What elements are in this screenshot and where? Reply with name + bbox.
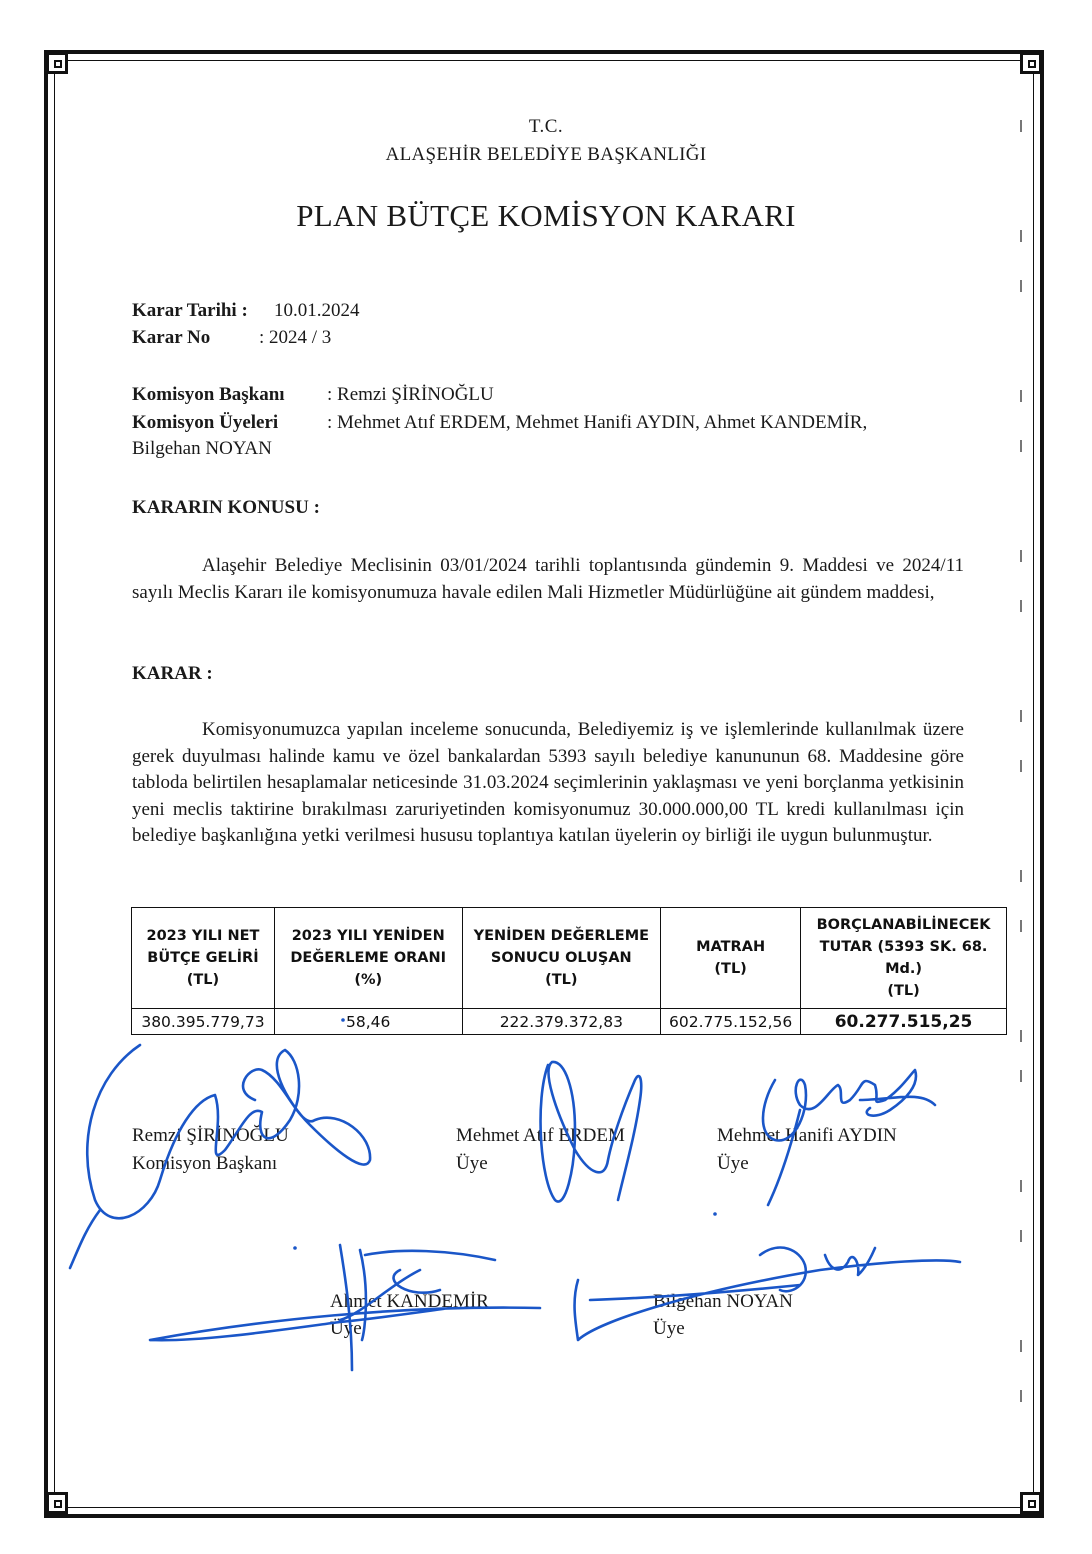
header-tc: T.C. [528,116,564,137]
signer-role: Üye [456,1153,488,1174]
commission-chair-value: : Remzi ŞİRİNOĞLU [327,384,494,405]
subject-heading: KARARIN KONUSU : [132,497,320,518]
decision-no-value: : 2024 / 3 [259,327,332,348]
table-cell: 222.379.372,83 [462,1009,661,1035]
table-cell: 380.395.779,73 [132,1009,275,1035]
signer-name: Bilgehan NOYAN [653,1291,793,1312]
commission-members-value-cont: Bilgehan NOYAN [132,438,272,459]
signer-role: Üye [330,1318,362,1339]
signer-name: Mehmet Atıf ERDEM [456,1125,625,1146]
document-title: PLAN BÜTÇE KOMİSYON KARARI [296,198,796,233]
table-cell: 602.775.152,56 [661,1009,801,1035]
signature-chairman [70,1045,370,1268]
signature-noyan [575,1248,960,1340]
decision-date-value: 10.01.2024 [274,300,360,321]
table-header-borrowable-amount: BORÇLANABİLİNECEK TUTAR (5393 SK. 68. Md.) (TL) [801,908,1007,1009]
ink-dot [713,1212,717,1216]
resolution-heading: KARAR : [132,663,213,684]
signer-role: Üye [653,1318,685,1339]
subject-text: Alaşehir Belediye Meclisinin 03/01/2024 tarihli toplantısında gündemin 9. Maddesi ve 2024/11 sayılı Meclis Kararı ile komisyonumuza havale edilen Mali Hizmetler Müdürlüğüne ait gündem maddesi, [132,555,964,603]
resolution-text: Komisyonumuzca yapılan inceleme sonucunda, Belediyemiz iş ve işlemlerinde kullanılmak üzere gerek duyulması halinde kamu ve özel bankalardan 5393 sayılı belediye kanununun 68. Maddesine göre tabloda belirtilen hesaplamalar neticesinde 31.03.2024 seçimlerinin yaklaşması ve yeni borçlanma yetkisinin yeni meclis taktirine bırakılması zaruriyetinden komisyonumuz 30.000.000,00 TL kredi kullanılması için belediye başkanlığına yetki verilmesi hususu toplantıya katılan üyelerin oy birliği ile uygun bulunmuştur. [132,719,964,846]
signer-role: Komisyon Başkanı [132,1153,278,1174]
signer-role: Üye [717,1153,749,1174]
signer-name: Mehmet Hanifi AYDIN [717,1125,897,1146]
commission-members-label: Komisyon Üyeleri [132,412,279,433]
table-header-revaluation-result: YENİDEN DEĞERLEME SONUCU OLUŞAN (TL) [462,908,661,1009]
signer-name: Ahmet KANDEMİR [330,1291,489,1312]
table-cell-total: 60.277.515,25 [801,1009,1007,1035]
ink-dot [293,1246,297,1250]
table-header-revaluation-rate: 2023 YILI YENİDEN DEĞERLEME ORANI (%) [274,908,462,1009]
signer-name: Remzi ŞİRİNOĞLU [132,1125,289,1146]
table-header-net-income: 2023 YILI NET BÜTÇE GELİRİ (TL) [132,908,275,1009]
decision-date-label: Karar Tarihi : [132,300,248,321]
ink-dot [341,1018,345,1022]
signature-erdem [541,1062,642,1202]
decision-no-label: Karar No [132,327,211,348]
commission-members-value: : Mehmet Atıf ERDEM, Mehmet Hanifi AYDIN, Ahmet KANDEMİR, [327,412,868,433]
table-header-base: MATRAH (TL) [661,908,801,1009]
table-cell: 58,46 [274,1009,462,1035]
commission-chair-label: Komisyon Başkanı [132,384,285,405]
signature-kandemir [150,1245,540,1370]
signature-aydin [763,1070,935,1205]
header-institution: ALAŞEHİR BELEDİYE BAŞKANLIĞI [385,144,707,165]
